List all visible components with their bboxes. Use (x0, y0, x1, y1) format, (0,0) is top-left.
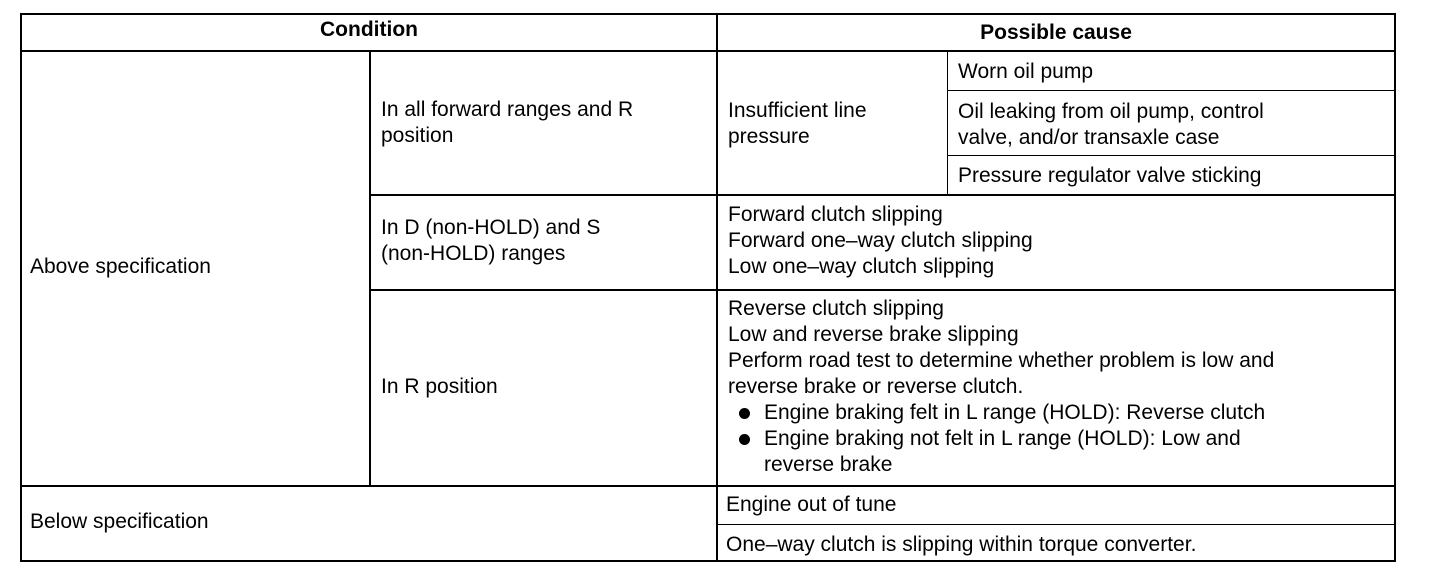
table-border-right (1394, 13, 1396, 562)
cause-line: Low and reverse brake slipping (728, 323, 1019, 346)
bullet-icon (739, 434, 750, 445)
cause-line: Low one–way clutch slipping (728, 255, 995, 278)
row-divider (20, 485, 1396, 487)
bullet-icon (739, 408, 750, 419)
table-border-top (20, 13, 1396, 15)
above-specification-label: Above specification (30, 255, 211, 278)
cause-line: reverse brake or reverse clutch. (728, 375, 1024, 398)
causes-r-position (728, 296, 1274, 478)
cause-line: valve, and/or transaxle case (958, 126, 1220, 149)
cause-line: Pressure regulator valve sticking (958, 164, 1262, 187)
cause-line: Oil leaking from oil pump, control (958, 100, 1264, 123)
table-border-left (20, 13, 22, 562)
condition-line: In R position (381, 375, 498, 398)
condition-r-position (381, 374, 498, 400)
column-divider (369, 51, 371, 486)
condition-forward-r (381, 97, 633, 149)
condition-line: position (381, 124, 454, 147)
cause-worn-oil-pump (958, 59, 1093, 85)
cause-line: Forward clutch slipping (728, 203, 943, 226)
cause-line: Perform road test to determine whether problem is low and (728, 349, 1275, 372)
cause-line: Worn oil pump (958, 60, 1094, 83)
cause-oil-leaking (958, 99, 1264, 151)
cause-line: Reverse clutch slipping (728, 297, 944, 320)
bullet-line: reverse brake (764, 453, 893, 476)
cause-engine-out-of-tune: Engine out of tune (726, 493, 897, 516)
table-border-bottom (20, 560, 1396, 562)
cause-line: Forward one–way clutch slipping (728, 229, 1033, 252)
diagnosis-table (20, 13, 1396, 562)
header-condition: Condition (320, 18, 418, 41)
header-divider (20, 50, 1396, 52)
bullet-line: Engine braking felt in L range (HOLD): Reverse clutch (764, 401, 1266, 424)
cause-line: Insufficient line (728, 99, 867, 122)
bullet-line: Engine braking not felt in L range (HOLD): Low and (764, 427, 1241, 450)
row-divider (370, 289, 1396, 291)
column-divider (716, 13, 718, 562)
row-divider (370, 194, 1396, 196)
cause-one-way-clutch: One–way clutch is slipping within torque converter. (726, 533, 1197, 556)
condition-d-s-ranges (381, 215, 600, 267)
cause-line: pressure (728, 125, 810, 148)
row-divider (716, 524, 1396, 525)
below-specification-label: Below specification (30, 510, 209, 533)
condition-line: In D (non-HOLD) and S (381, 216, 601, 239)
column-divider (947, 51, 948, 195)
row-divider (948, 155, 1396, 156)
cause-pressure-regulator (958, 163, 1261, 189)
condition-line: (non-HOLD) ranges (381, 242, 566, 265)
bullet-item (728, 426, 1274, 478)
condition-line: In all forward ranges and R (381, 98, 634, 121)
insufficient-line-pressure (728, 98, 867, 150)
header-possible-cause: Possible cause (980, 21, 1132, 44)
bullet-item (728, 400, 1274, 426)
row-divider (948, 90, 1396, 91)
causes-d-s-ranges (728, 202, 1033, 280)
